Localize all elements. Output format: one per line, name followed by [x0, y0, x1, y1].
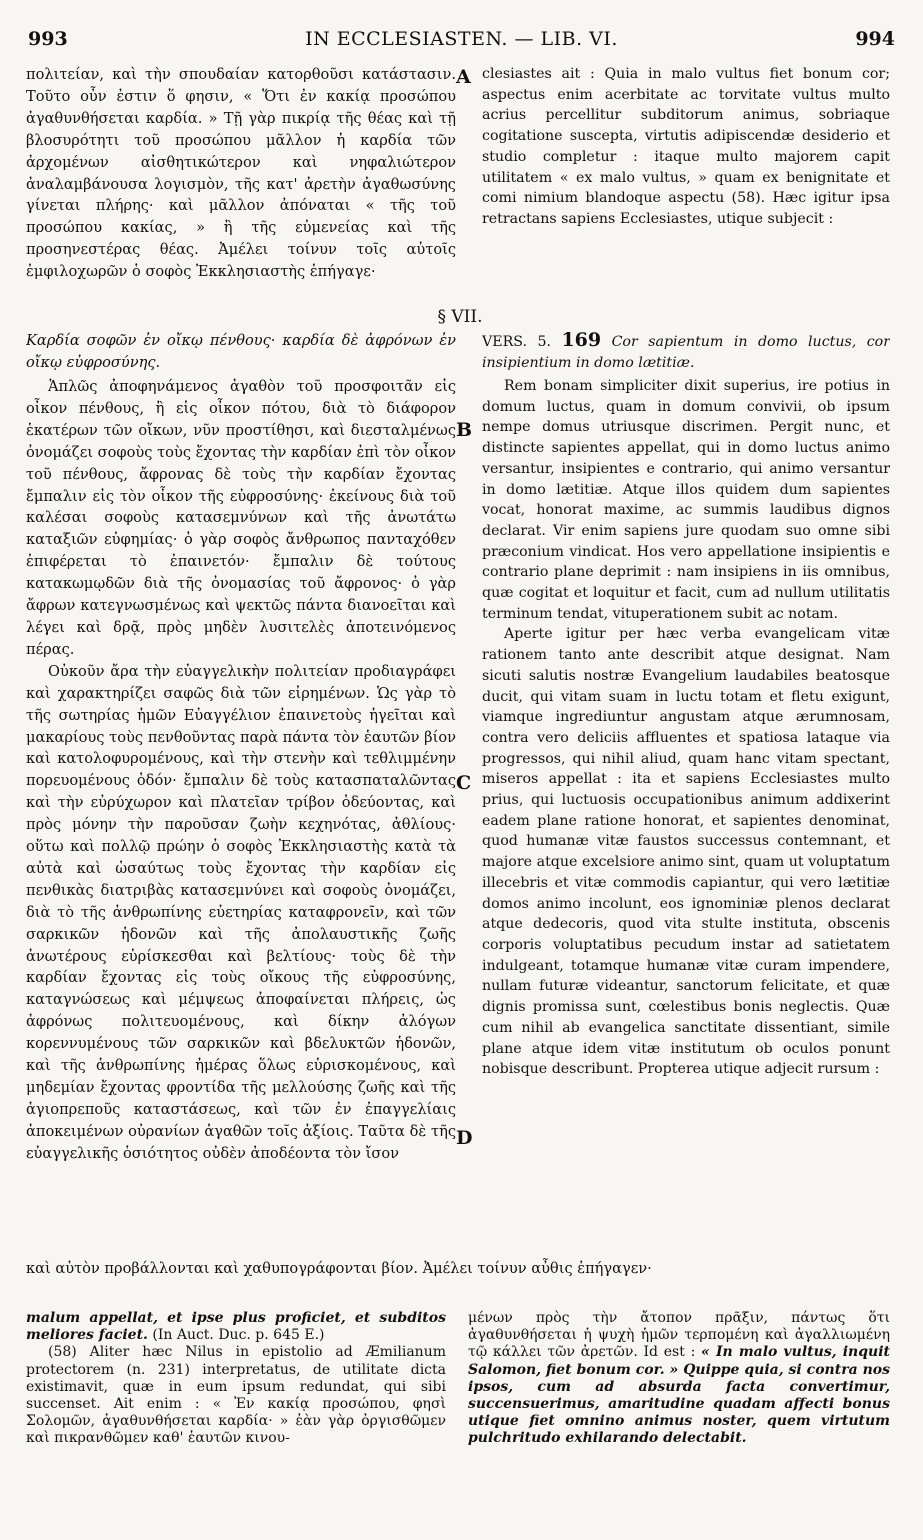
- greek-column-top: [26, 64, 456, 304]
- section-heading-wrap: [360, 307, 560, 331]
- running-header: [28, 28, 895, 58]
- margin-letter-a: A: [456, 66, 471, 88]
- column-number-right: 994: [855, 28, 895, 50]
- column-number-left: 993: [28, 28, 68, 50]
- footnote-left: [26, 1310, 446, 1530]
- latin-body: [482, 376, 890, 1256]
- footnote-right-greek: μένων πρὸς τὴν ἄτοπον πρᾶξιν, πάντως ὅτι ἀγαθυνθήσεται ἡ ψυχὴ ἡμῶν τερπομένη καὶ ἀγαλλιωμένη τῷ κάλλει τῶν ἀρετῶν.: [468, 1310, 890, 1361]
- latin-paragraph-1: Rem bonam simpliciter dixit superius, ire potius in domum luctus, quam in domum convivii, ob ipsum nempe domus utriusque discrimen. Pergit nunc, et distincte sapientes appellat, qui in domo luctus animo versantur, insipientes e contrario, qui animo versantur in domo lætitiæ. Atque illos quidem dum sapientes vocat, honorat maxime, ac summis laudibus dignos declarat. Vir enim sapiens jure quodam suo omne sibi præconium vindicat. Hos vero appellatione insipientis e contrario plane deprimit : nam insipiens in iis omnibus, quæ cogitat et loquitur et facit, cum ad nullum utilitatis terminum tendat, vituperationem subit ac notam.: [482, 378, 890, 622]
- latin-paragraph-2: Aperte igitur per hæc verba evangelicam vitæ rationem tanto ante describit atque designat. Nam sicuti salutis nostræ Evangelium laudabiles beatosque ducit, qui vitam suam in luctu totam et fletu exigunt, viamque ingrediuntur angustam atque ærumnosam, contra vero deliciis affluentes et spatiosa lataque via progressos, qui nihil aliud, quam hanc vitam spectant, miseros appellat : ita et sapiens Ecclesiastes multo prius, qui luctuosis occupationibus animum addixerint eadem plane ratione honorat, et sapientes denominat, quod humanæ vitæ faustos successus contemnant, et majore atque excelsiore animo sint, quam ut voluptatum illecebris et vitæ commodis capiantur, qui vero lætitiæ domos animo incolunt, eos ignominiæ plenos declarat atque dedecoris, quod vita stulte instituta, obscenis corporis voluptatibus pecudum instar ad satietatem indulgeant, totamque humanæ vitæ curam impendere, nullam futuræ videantur, sanctorum felicitate, et quæ dignis promissa sunt, cœlestibus bonis neglectis. Quæ cum nihil ab evangelica sanctitate dissentiant, simile plane atque idem vitæ institutum ob oculos ponunt nobisque describunt. Propterea utique adjecit rursum :: [482, 626, 890, 1078]
- margin-letter-b: B: [456, 419, 473, 441]
- footnote-left-body: (58) Aliter hæc Nilus in epistolio ad Æmilianum protectorem (n. 231) interpretatus, de utilitate dicta existimavit, quæ in eum ipsum redundat, qui sibi succenset. Ait enim : « Ἐν κακίᾳ προσώπου, φησὶ Σολομῶν, ἀγαθυνθήσεται καρδία· » ἐὰν γὰρ ὀργισθῶμεν καὶ πικρανθῶμεν καθ' ἑαυτῶν κινου-: [26, 1344, 446, 1447]
- footnote-right: [468, 1310, 890, 1530]
- latin-column-top: [482, 64, 890, 259]
- latin-paragraph-top: clesiastes ait : Quia in malo vultus fiet bonum cor; aspectus enim acerbitate ac torvitate vultus multo acrius percellitur subditorum animus, sobriaque cogitatione suscepta, virtutis adipiscendæ desiderio et studio completur : itaque multo majorem capit utilitatem « ex malo vultus, » quam ex benignitate et comi nimium blandoque aspectu (58). Hæc igitur ipsa retractans sapiens Ecclesiastes, utique subjecit :: [482, 66, 890, 227]
- greek-verse: Καρδία σοφῶν ἐν οἴκῳ πένθους· καρδία δὲ ἀφρόνων ἐν οἴκῳ εὐφροσύνης.: [26, 332, 456, 371]
- footnote-right-latin-italic: « In malo vultus, inquit Salomon, fiet bonum cor. » Quippe quia, si contra nos ipsos, cum ad absurda facta convertimur, succensuerimus, amaritudine quadam affecti bonus utique fiet omnino animus noster, quem virtutum pulchritudo exhilarando delectabit.: [468, 1344, 890, 1447]
- footnote-left-lead: malum appellat, et ipse plus proficiet, et subditos meliores faciet.: [26, 1310, 446, 1344]
- section-heading: § VII.: [437, 307, 483, 327]
- footnote-left-ref: (In Auct. Duc. p. 645 E.): [152, 1327, 325, 1344]
- footnote-right-latin-pre: Id est :: [643, 1344, 696, 1361]
- running-title: IN ECCLESIASTEN. — LIB. VI.: [305, 28, 618, 50]
- latin-verse-block: [482, 330, 890, 374]
- greek-verse-block: [26, 330, 456, 374]
- verse-number: 169: [561, 330, 602, 351]
- greek-paragraph-2: Οὐκοῦν ἄρα τὴν εὐαγγελικὴν πολιτείαν προδιαγράφει καὶ χαρακτηρίζει σαφῶς διὰ τῶν εἰρημένων. Ὡς γὰρ τὸ τῆς σωτηρίας ἡμῶν Εὐαγγέλιον ἐπαινετοὺς ἡγεῖται καὶ μακαρίους τοὺς πενθοῦντας παρὰ πάντα τὸν ἑαυτῶν βίον καὶ κατολοφυρομένους, καὶ τὴν στενὴν καὶ τεθλιμμένην πορευομένους ὁδόν· ἔμπαλιν δὲ τοὺς κατασπαταλῶντας καὶ τὴν εὐρύχωρον καὶ πλατεῖαν τρίβον ὁδεύοντας, καὶ πρὸς μόνην τὴν παροῦσαν ζωὴν κεχηνότας, ἀθλίους· οὕτω καὶ πολλῷ πρώην ὁ σοφὸς Ἐκκλησιαστὴς κατὰ τὰ αὐτὰ καὶ ὡσαύτως τοὺς ἔχοντας τὴν καρδίαν εἰς πενθικὰς διατριβὰς κατασεμνύνει καὶ σοφοὺς ὀνομάζει, διὰ τὸ τῆς ἀνθρωπίνης εὐετηρίας καταφρονεῖν, καὶ τῶν σαρκικῶν ἡδονῶν καὶ τῆς ἀπολαυστικῆς ζωῆς ἀνωτέρους εὑρίσκεσθαι καὶ βελτίους· τοὺς δὲ τὴν καρδίαν ἔχοντας εἰς τοὺς οἴκους τῆς εὐφροσύνης, καταγνώσεως καὶ μέμψεως ἀποφαίνεται πλήρεις, ὡς ἀφρόνως πολιτευομένους, καὶ δίκην ἀλόγων κορεννυμένους τῶν σαρκικῶν καὶ βδελυκτῶν ἡδονῶν, καὶ τῆς ἀνθρωπίνης ἡμέρας ὅλως εὑρισκομένους, καὶ μηδεμίαν ἔχοντας φροντίδα τῆς μελλούσης ζωῆς καὶ τῆς ἁγιοπρεποῦς καταστάσεως, καὶ τῶν ἐν ἐπαγγελίαις ἀποκειμένων οὐρανίων ἀγαθῶν τοῖς ἀξίοις. Ταῦτα δὲ τῆς εὐαγγελικῆς ὁσιότητος οὐδὲν ἀποδέοντα τὸν ἴσον: [26, 662, 456, 1162]
- greek-tail: καὶ αὐτὸν προβάλλονται καὶ χαθυπογράφονται βίον. Ἀμέλει τοίνυν αὖθις ἐπήγαγεν·: [26, 1260, 652, 1277]
- latin-verse: Cor sapientum in domo luctus, cor insipientium in domo lætitiæ.: [482, 334, 890, 371]
- greek-paragraph-top: πολιτείαν, καὶ τὴν σπουδαίαν κατορθοῦσι κατάστασιν. Τοῦτο οὖν ἐστιν ὅ φησιν, « Ὅτι ἐν κακίᾳ προσώπου ἀγαθυνθήσεται καρδία. » Τῇ γὰρ πικρίᾳ τῆς θέας καὶ τῇ βλοσυρότητι τοῦ προσώπου μᾶλλον ἡ καρδία τῶν ἀρχομένων αἰσθητικώτερον καὶ νηφαλιώτερον ἀναλαμβάνουσα λογισμὸν, τῆς κατ' ἀρετὴν ἀγαθωσύνης γίνεται πλήρης· καὶ μᾶλλον ἀπόναται « τῆς τοῦ προσώπου κακίας, » ἢ τῆς εὐμενείας καὶ τῆς προσηνεστέρας θέας. Ἀμέλει τοίνυν τοῖς αὐτοῖς ἐμφιλοχωρῶν ὁ σοφὸς Ἐκκλησιαστὴς ἐπήγαγε·: [26, 66, 456, 281]
- greek-paragraph-1: Ἁπλῶς ἀποφηνάμενος ἀγαθὸν τοῦ προσφοιτᾶν εἰς οἶκον πένθους, ἢ εἰς οἶκον πότου, διὰ τὸ διάφορον ἑκατέρων τῶν οἴκων, νῦν προστίθησι, καὶ διεσταλμένως ὀνομάζει σοφοὺς τοὺς ἔχοντας τὴν καρδίαν ἐπὶ τὸν οἶκον τοῦ πένθους, ἄφρονας δὲ τοὺς τὴν καρδίαν ἔχοντας ἔμπαλιν εἰς τὸν οἶκον τῆς εὐφροσύνης· ἐκείνους διὰ τοῦ καλέσαι σοφοὺς κατασεμνύνων καὶ τῆς ἀνωτάτω καταξιῶν εὐφημίας· ὁ γὰρ σοφὸς ἄνθρωπος πανταχόθεν ἐπιφέρεται τὸ ἐπαινετόν· ἔμπαλιν δὲ τούτους κατακωμῳδῶν διὰ τῆς ὀνομασίας τοῦ ἄφρονος· ὁ γὰρ ἄφρων κατεγνωσμένως καὶ ψεκτῶς πάντα διανοεῖται καὶ λέγει καὶ δρᾷ, πρὸς μηδὲν λυσιτελὲς ἀποτεινόμενος πέρας.: [26, 378, 456, 658]
- greek-body: [26, 376, 456, 1256]
- verse-label: VERS. 5.: [482, 334, 551, 350]
- margin-letter-d: D: [456, 1127, 473, 1149]
- margin-letter-c: C: [456, 772, 472, 794]
- greek-tail-block: [26, 1258, 890, 1302]
